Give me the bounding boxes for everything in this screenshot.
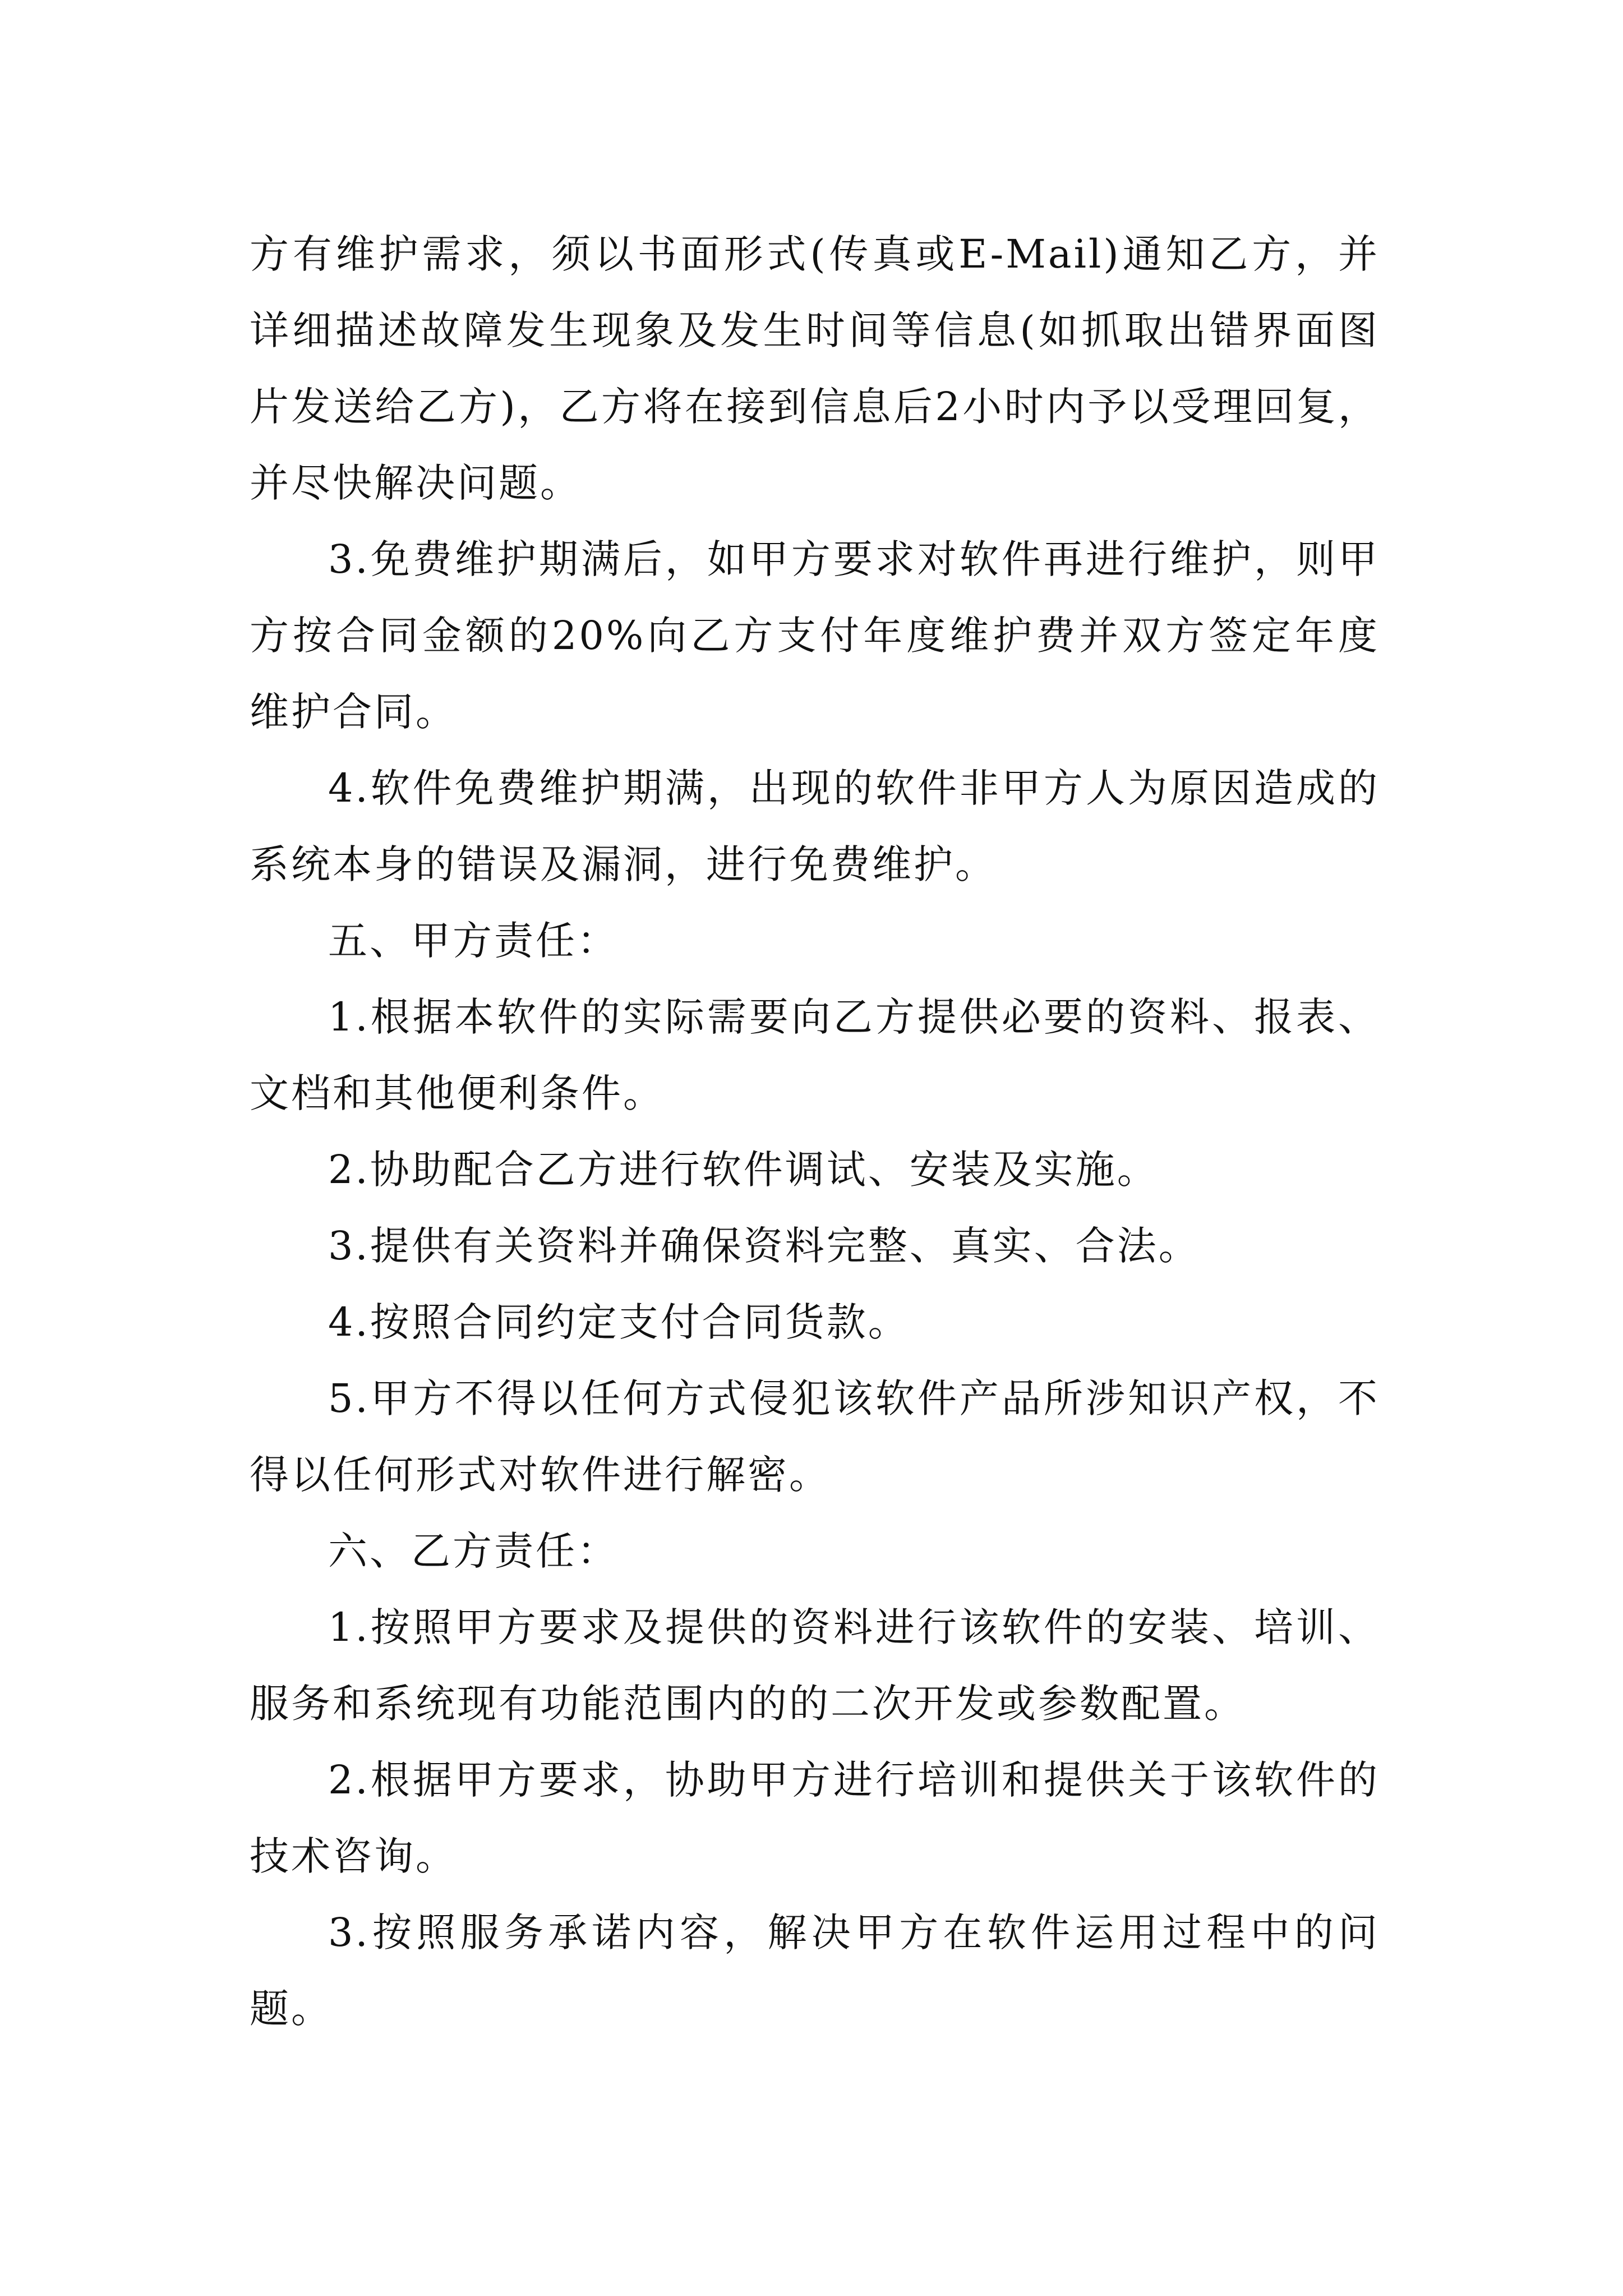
- paragraph-party-b-1: 1.按照甲方要求及提供的资料进行该软件的安装、培训、服务和系统现有功能范围内的的二次开发或参数配置。: [250, 1604, 1380, 1727]
- paragraph-clause-4-free-maintenance: 4.软件免费维护期满，出现的软件非甲方人为原因造成的系统本身的错误及漏洞，进行免费维护。: [250, 765, 1380, 887]
- paragraph-party-a-2: 2.协助配合乙方进行软件调试、安装及实施。: [328, 1147, 1159, 1193]
- paragraph-clause-3-annual-maintenance: 3.免费维护期满后，如甲方要求对软件再进行维护，则甲方按合同金额的20%向乙方支付年度维护费并双方签定年度维护合同。: [250, 536, 1380, 735]
- section-heading-party-b: 六、乙方责任：: [328, 1528, 619, 1574]
- paragraph-party-a-3: 3.提供有关资料并确保资料完整、真实、合法。: [328, 1223, 1200, 1269]
- paragraph-party-a-5: 5.甲方不得以任何方式侵犯该软件产品所涉知识产权，不得以任何形式对软件进行解密。: [250, 1375, 1380, 1498]
- paragraph-party-a-4: 4.按照合同约定支付合同货款。: [328, 1299, 910, 1345]
- paragraph-party-b-3: 3.按照服务承诺内容，解决甲方在软件运用过程中的问题。: [250, 1910, 1380, 2032]
- document-body: [250, 216, 1380, 2047]
- section-heading-party-a: 五、甲方责任：: [328, 918, 619, 964]
- paragraph-maintenance-request: 方有维护需求，须以书面形式(传真或E-Mail)通知乙方，并详细描述故障发生现象及发生时间等信息(如抓取出错界面图片发送给乙方)，乙方将在接到信息后2小时内予以受理回复，并尽快解决问题。: [250, 231, 1380, 506]
- paragraph-party-a-1: 1.根据本软件的实际需要向乙方提供必要的资料、报表、文档和其他便利条件。: [250, 994, 1380, 1116]
- paragraph-party-b-2: 2.根据甲方要求，协助甲方进行培训和提供关于该软件的技术咨询。: [250, 1757, 1380, 1879]
